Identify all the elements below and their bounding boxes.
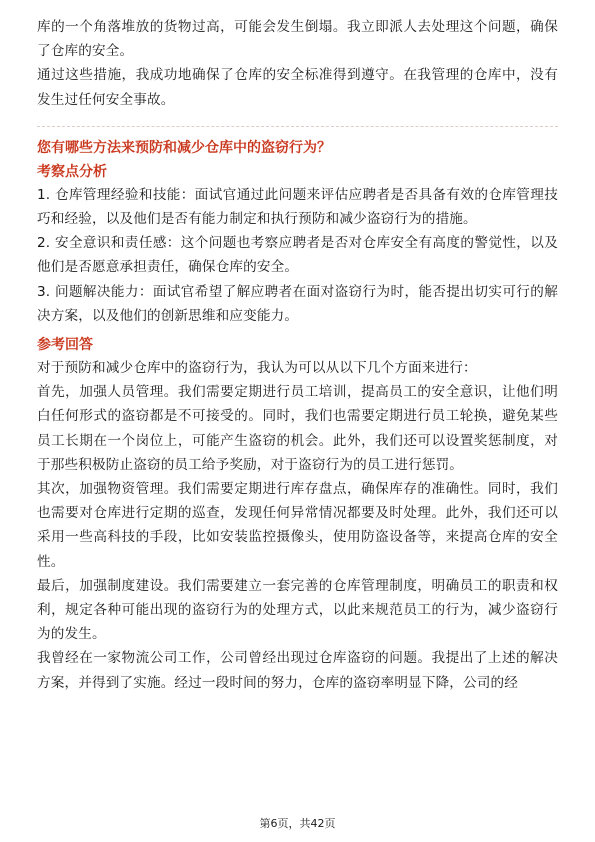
answer-paragraph: 最后，加强制度建设。我们需要建立一套完善的仓库管理制度，明确员工的职责和权利，规定各种可能出现的盗窃行为的处理方式，以此来规范员工的行为，减少盗窃行为的发生。 bbox=[37, 577, 558, 643]
answer-paragraph: 对于预防和减少仓库中的盗窃行为，我认为可以从以下几个方面来进行： bbox=[37, 360, 477, 377]
section-divider bbox=[37, 126, 558, 127]
intro-paragraph: 库的一个角落堆放的货物过高，可能会发生倒塌。我立即派人去处理这个问题，确保了仓库的安全。 bbox=[37, 19, 558, 60]
page-number: 第6页，共42页 bbox=[259, 817, 336, 830]
analysis-point: 1. 仓库管理经验和技能：面试官通过此问题来评估应聘者是否具备有效的仓库管理技巧和经验，以及他们是否有能力制定和执行预防和减少盗窃行为的措施。 bbox=[37, 186, 558, 228]
page-content bbox=[37, 15, 558, 695]
answer-heading: 参考回答 bbox=[37, 337, 93, 354]
answer-paragraph: 其次，加强物资管理。我们需要定期进行库存盘点，确保库存的准确性。同时，我们也需要对仓库进行定期的巡查，发现任何异常情况都要及时处理。此外，我们还可以采用一些高科技的手段，比如安装监控摄像头，使用防盗设备等，来提高仓库的安全性。 bbox=[37, 481, 558, 570]
question-title: 您有哪些方法来预防和减少仓库中的盗窃行为？ bbox=[37, 139, 331, 156]
intro-paragraph: 通过这些措施，我成功地确保了仓库的安全标准得到遵守。在我管理的仓库中，没有发生过任何安全事故。 bbox=[37, 67, 558, 108]
analysis-point: 3. 问题解决能力：面试官希望了解应聘者在面对盗窃行为时，能否提出切实可行的解决方案，以及他们的创新思维和应变能力。 bbox=[37, 283, 558, 324]
answer-paragraph: 首先，加强人员管理。我们需要定期进行员工培训，提高员工的安全意识，让他们明白任何形式的盗窃都是不可接受的。同时，我们也需要定期进行员工轮换，避免某些员工长期在一个岗位上，可能产生盗窃的机会。此外，我们还可以设置奖惩制度，对于那些积极防止盗窃的员工给予奖励，对于盗窃行为的员工进行惩罚。 bbox=[37, 384, 558, 473]
analysis-point: 2. 安全意识和责任感：这个问题也考察应聘者是否对仓库安全有高度的警觉性，以及他们是否愿意承担责任，确保仓库的安全。 bbox=[37, 235, 558, 276]
analysis-heading: 考察点分析 bbox=[37, 163, 107, 180]
answer-paragraph: 我曾经在一家物流公司工作，公司曾经出现过仓库盗窃的问题。我提出了上述的解决方案，并得到了实施。经过一段时间的努力，仓库的盗窃率明显下降，公司的经 bbox=[37, 650, 558, 691]
